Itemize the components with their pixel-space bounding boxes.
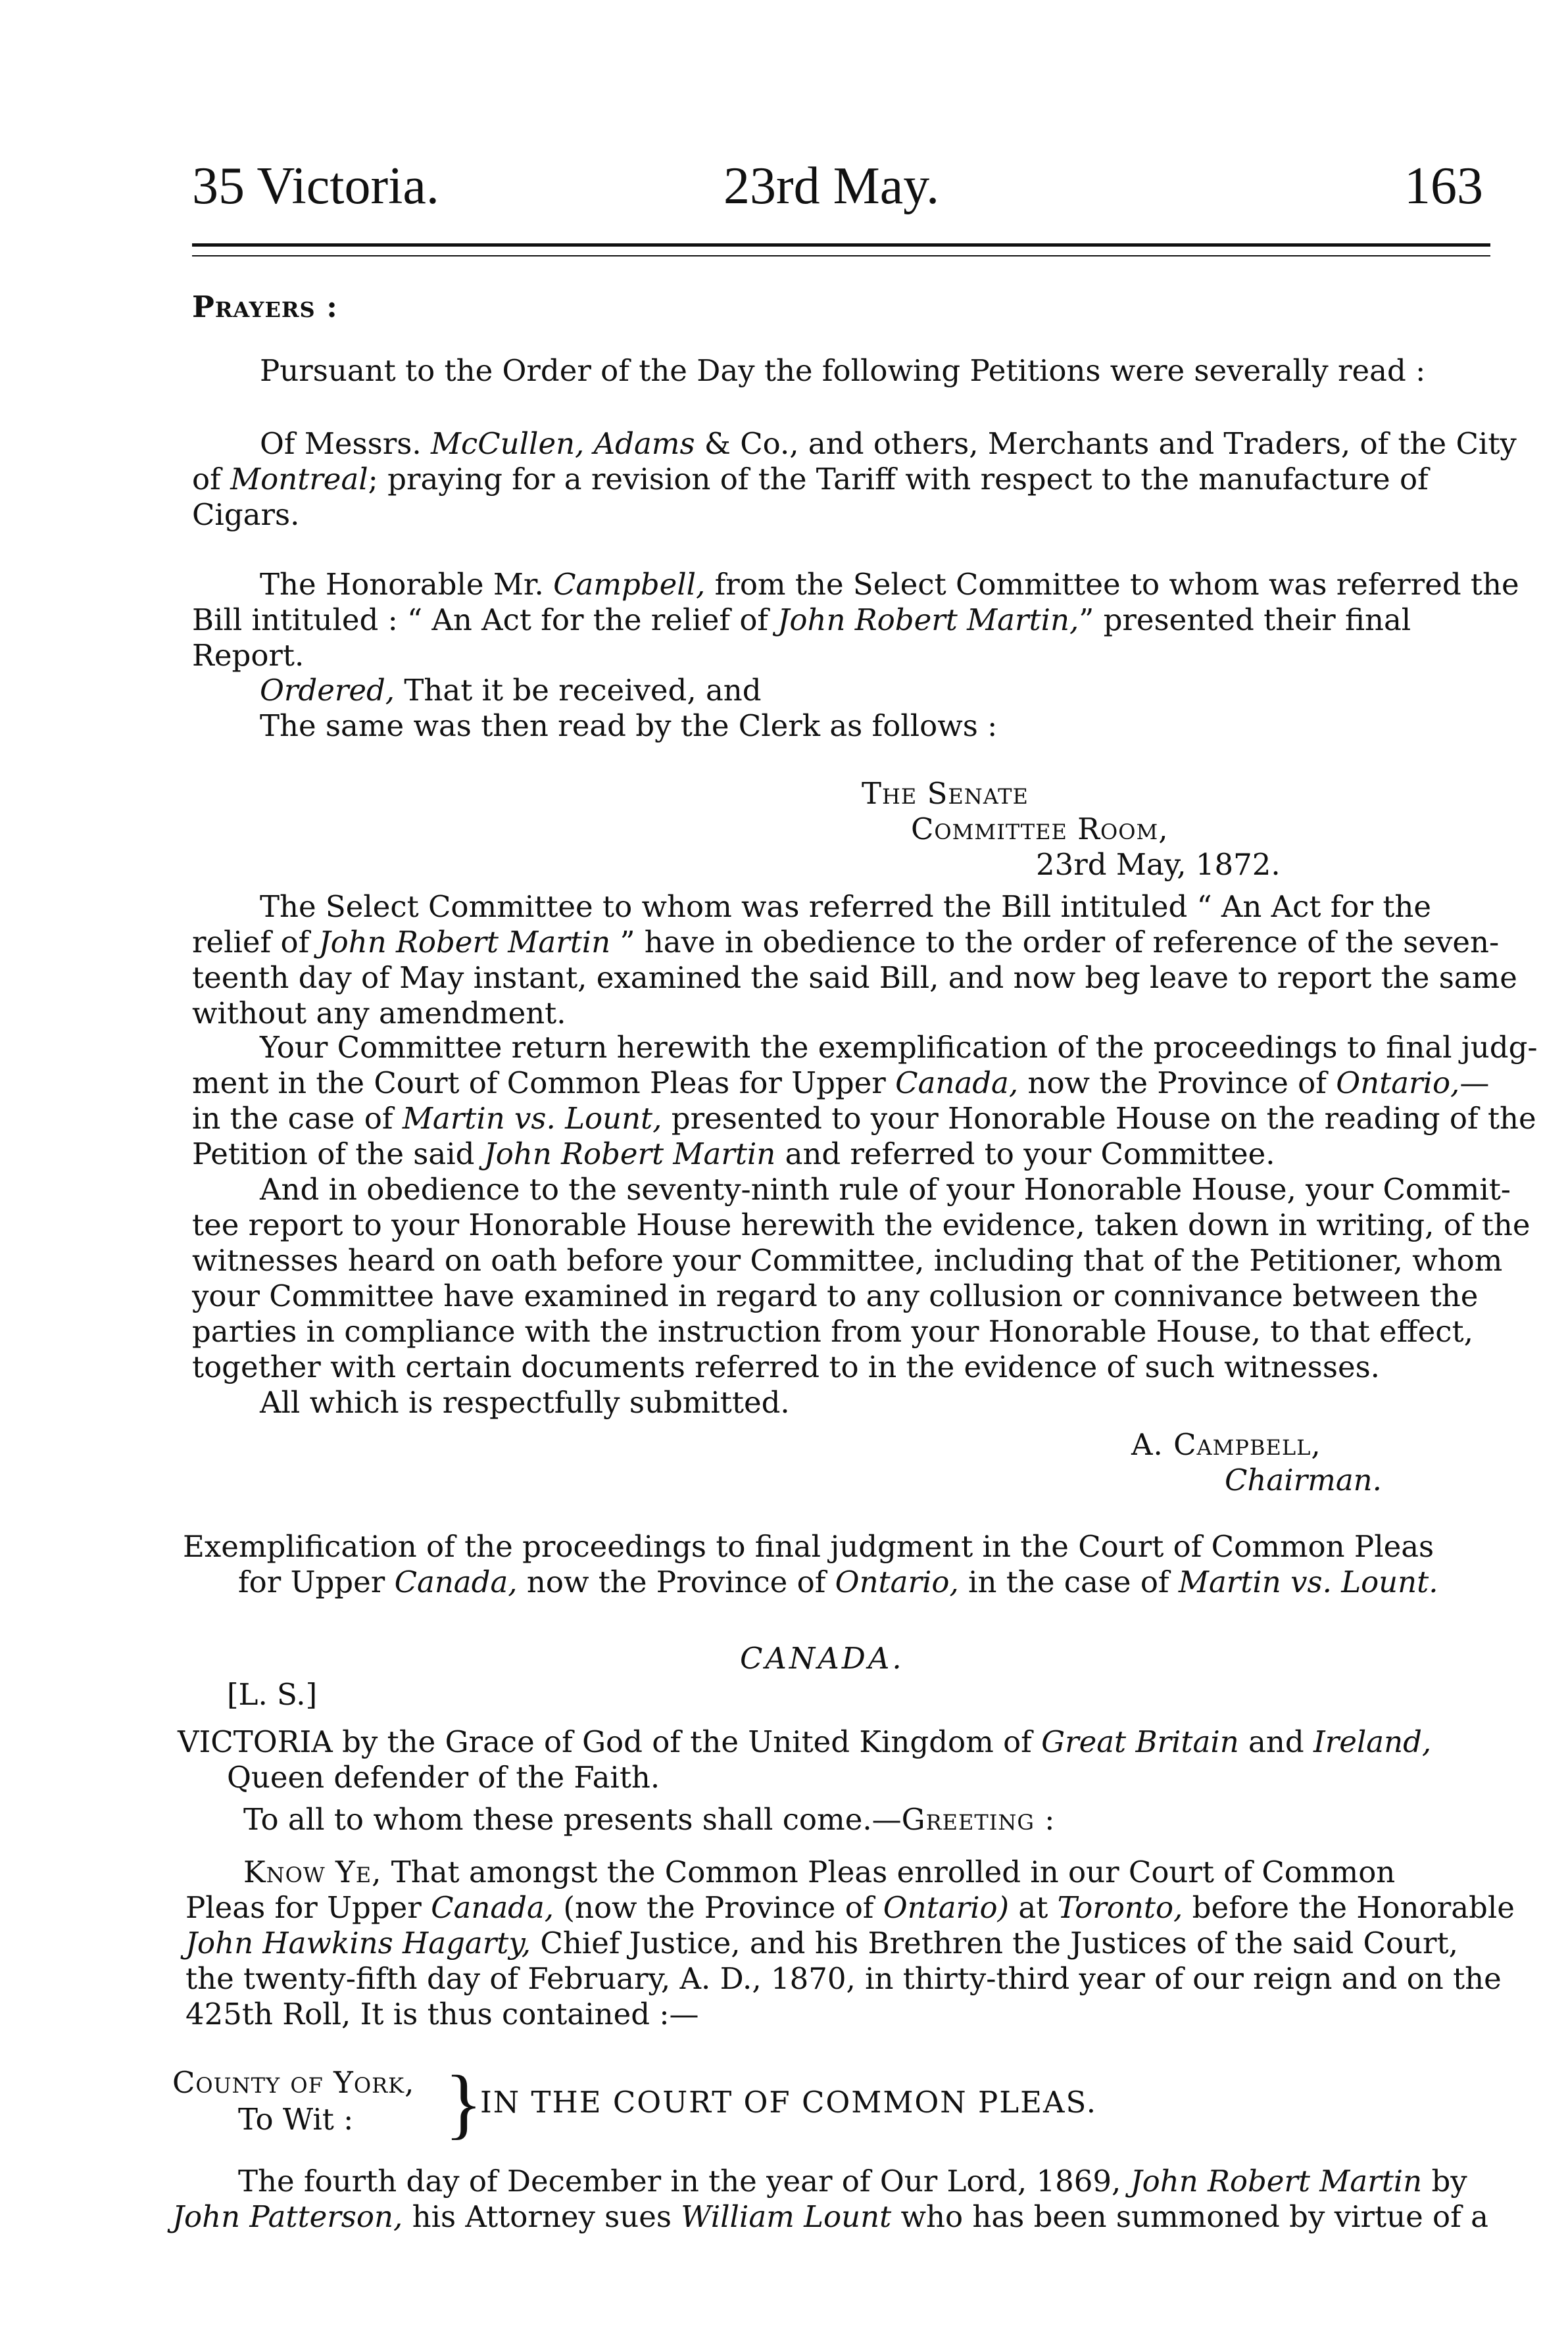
address-senate: The Senate xyxy=(862,776,1029,811)
text-segment: in the case of xyxy=(968,1565,1169,1599)
name-segment: John Robert Martin xyxy=(318,925,611,960)
to-wit-label: To Wit : xyxy=(238,2102,354,2137)
knowye-l3 xyxy=(185,1926,1458,1961)
name-segment: John Robert Martin xyxy=(483,1136,776,1171)
text-segment: — xyxy=(1459,1065,1490,1100)
exemplification-l2 xyxy=(238,1565,1438,1600)
county-label: County of York, xyxy=(172,2065,415,2100)
text-segment: now the Province of xyxy=(1027,1065,1327,1100)
text-segment: Pleas for Upper xyxy=(185,1890,422,1925)
report-line-3: Report. xyxy=(192,638,305,673)
text-segment: The fourth day of December in the year of Our Lord, 1869, xyxy=(238,2164,1121,2199)
committee-p3-l4: your Committee have examined in regard to any collusion or connivance between the xyxy=(192,1279,1479,1313)
exemplification-l1: Exemplification of the proceedings to final judgment in the Court of Common Pleas xyxy=(183,1529,1434,1564)
petition-praying: ; praying for a revision of the Tariff with respect to the manufacture of xyxy=(368,462,1429,497)
ordered-label: Ordered, xyxy=(260,673,395,708)
knowye-l5: 425th Roll, It is thus contained :— xyxy=(185,1997,699,2032)
text-segment: before the Honorable xyxy=(1192,1890,1515,1925)
text-segment: at xyxy=(1018,1890,1048,1925)
place-segment: Canada, xyxy=(895,1065,1019,1100)
petition-line-3: Cigars. xyxy=(192,497,300,532)
header-date: 23rd May. xyxy=(723,157,940,215)
text-segment: (now the Province of xyxy=(563,1890,874,1925)
report-presented: ” presented their final xyxy=(1079,602,1411,637)
committee-p1-l1: The Select Committee to whom was referred the Bill intituled “ An Act for the xyxy=(260,889,1432,924)
header-rule-thick xyxy=(192,243,1490,247)
report-name: Campbell, xyxy=(553,567,706,602)
place-segment: Ireland, xyxy=(1313,1724,1432,1759)
petition-names: McCullen, Adams xyxy=(430,426,695,461)
case-segment: Martin vs. Lount. xyxy=(1178,1565,1438,1599)
committee-p3-l5: parties in compliance with the instruction from your Honorable House, to that effect, xyxy=(192,1314,1473,1349)
committee-p1-l2 xyxy=(192,925,1499,960)
petition-city: Montreal xyxy=(230,462,368,497)
read-line: The same was then read by the Clerk as follows : xyxy=(260,708,998,743)
place-segment: Canada, xyxy=(394,1565,518,1599)
petition-line-2 xyxy=(192,462,1429,497)
writ-l1 xyxy=(178,1724,1431,1760)
text-segment: ment in the Court of Common Pleas for Upper xyxy=(192,1065,886,1100)
place-segment: Ontario, xyxy=(835,1565,959,1599)
name-segment: John Patterson, xyxy=(172,2199,403,2234)
greeting-label: Greeting : xyxy=(901,1802,1056,1837)
place-segment: Ontario) xyxy=(883,1890,1010,1925)
text-segment: now the Province of xyxy=(526,1565,826,1599)
text-segment: VICTORIA by the Grace of God of the United Kingdom of xyxy=(178,1724,1032,1759)
address-date: 23rd May, 1872. xyxy=(1036,847,1281,882)
ordered-rest: That it be received, and xyxy=(404,673,762,708)
order-line: Pursuant to the Order of the Day the following Petitions were severally read : xyxy=(260,353,1426,388)
name-segment: William Lount xyxy=(681,2199,892,2234)
petition-post: & Co., and others, Merchants and Traders, of the City xyxy=(704,426,1517,461)
name-segment: John Hawkins Hagarty, xyxy=(185,1926,531,1961)
petition-of: of xyxy=(192,462,221,497)
report-pre: The Honorable Mr. xyxy=(260,567,544,602)
address-room: Committee Room, xyxy=(911,812,1169,846)
know-ye-label: Know Ye, xyxy=(243,1855,382,1889)
committee-p2-l3 xyxy=(192,1101,1536,1136)
header-rule-thin xyxy=(192,255,1490,256)
report-post: from the Select Committee to whom was referred the xyxy=(714,567,1519,602)
committee-p3-l2: tee report to your Honorable House herewith the evidence, taken down in writing, of the xyxy=(192,1207,1531,1242)
text-segment: That amongst the Common Pleas enrolled in our Court of Common xyxy=(391,1855,1396,1889)
submitted-line: All which is respectfully submitted. xyxy=(260,1385,790,1420)
text-segment: and xyxy=(1248,1724,1304,1759)
committee-p1-l4: without any amendment. xyxy=(192,996,566,1031)
text-segment: presented to your Honorable House on the reading of the xyxy=(671,1101,1536,1136)
text-segment: Chief Justice, and his Brethren the Justices of the said Court, xyxy=(540,1926,1458,1961)
place-segment: Canada, xyxy=(431,1890,554,1925)
writ-l2: Queen defender of the Faith. xyxy=(227,1760,660,1795)
knowye-l2 xyxy=(185,1890,1515,1926)
text-segment: To all to whom these presents shall come.— xyxy=(243,1802,902,1837)
signer-title: Chairman. xyxy=(1225,1463,1382,1498)
knowye-l4: the twenty-fifth day of February, A. D., 1870, in thirty-third year of our reign and on the xyxy=(185,1961,1502,1996)
brace-icon: } xyxy=(445,2059,483,2147)
case-segment: Martin vs. Lount, xyxy=(402,1101,662,1136)
committee-p2-l2 xyxy=(192,1065,1489,1101)
text-segment: by xyxy=(1431,2164,1467,2199)
place-segment: Toronto, xyxy=(1057,1890,1183,1925)
place-segment: Ontario, xyxy=(1336,1065,1460,1100)
prayers-heading: Prayers : xyxy=(192,289,338,324)
final-l2 xyxy=(172,2199,1488,2235)
writ-greeting xyxy=(243,1802,1055,1838)
report-bill: Bill intituled : “ An Act for the relief of xyxy=(192,602,769,637)
place-segment: Great Britain xyxy=(1041,1724,1239,1759)
committee-p2-l4 xyxy=(192,1136,1275,1172)
committee-p3-l3: witnesses heard on oath before your Committee, including that of the Petitioner, whom xyxy=(192,1243,1503,1278)
court-heading: IN THE COURT OF COMMON PLEAS. xyxy=(480,2085,1098,2120)
text-segment: Petition of the said xyxy=(192,1136,475,1171)
name-segment: John Robert Martin xyxy=(1130,2164,1423,2199)
text-segment: relief of xyxy=(192,925,310,960)
report-line-2 xyxy=(192,602,1411,638)
text-segment: in the case of xyxy=(192,1101,393,1136)
petition-pre: Of Messrs. xyxy=(260,426,422,461)
final-l1 xyxy=(238,2164,1467,2199)
committee-p3-l6: together with certain documents referred to in the evidence of such witnesses. xyxy=(192,1350,1380,1384)
petition-line-1 xyxy=(260,426,1517,462)
session-label: 35 Victoria. xyxy=(192,157,439,215)
committee-p2-l1: Your Committee return herewith the exemplification of the proceedings to final judg- xyxy=(260,1030,1538,1065)
text-segment: and referred to your Committee. xyxy=(785,1136,1275,1171)
canada-heading: CANADA. xyxy=(740,1641,904,1676)
signer-name: A. Campbell, xyxy=(1131,1427,1321,1462)
report-bill-name: John Robert Martin, xyxy=(777,602,1079,637)
text-segment: ” have in obedience to the order of reference of the seven- xyxy=(620,925,1500,960)
report-line-1 xyxy=(260,567,1519,602)
text-segment: for Upper xyxy=(238,1565,385,1599)
ordered-line xyxy=(260,673,762,708)
knowye-l1 xyxy=(243,1855,1395,1890)
page-number: 163 xyxy=(1404,157,1483,215)
text-segment: his Attorney sues xyxy=(412,2199,672,2234)
seal-mark: [L. S.] xyxy=(227,1677,318,1712)
text-segment: who has been summoned by virtue of a xyxy=(900,2199,1488,2234)
committee-p3-l1: And in obedience to the seventy-ninth rule of your Honorable House, your Commit- xyxy=(260,1172,1511,1207)
committee-p1-l3: teenth day of May instant, examined the said Bill, and now beg leave to report the same xyxy=(192,960,1517,995)
